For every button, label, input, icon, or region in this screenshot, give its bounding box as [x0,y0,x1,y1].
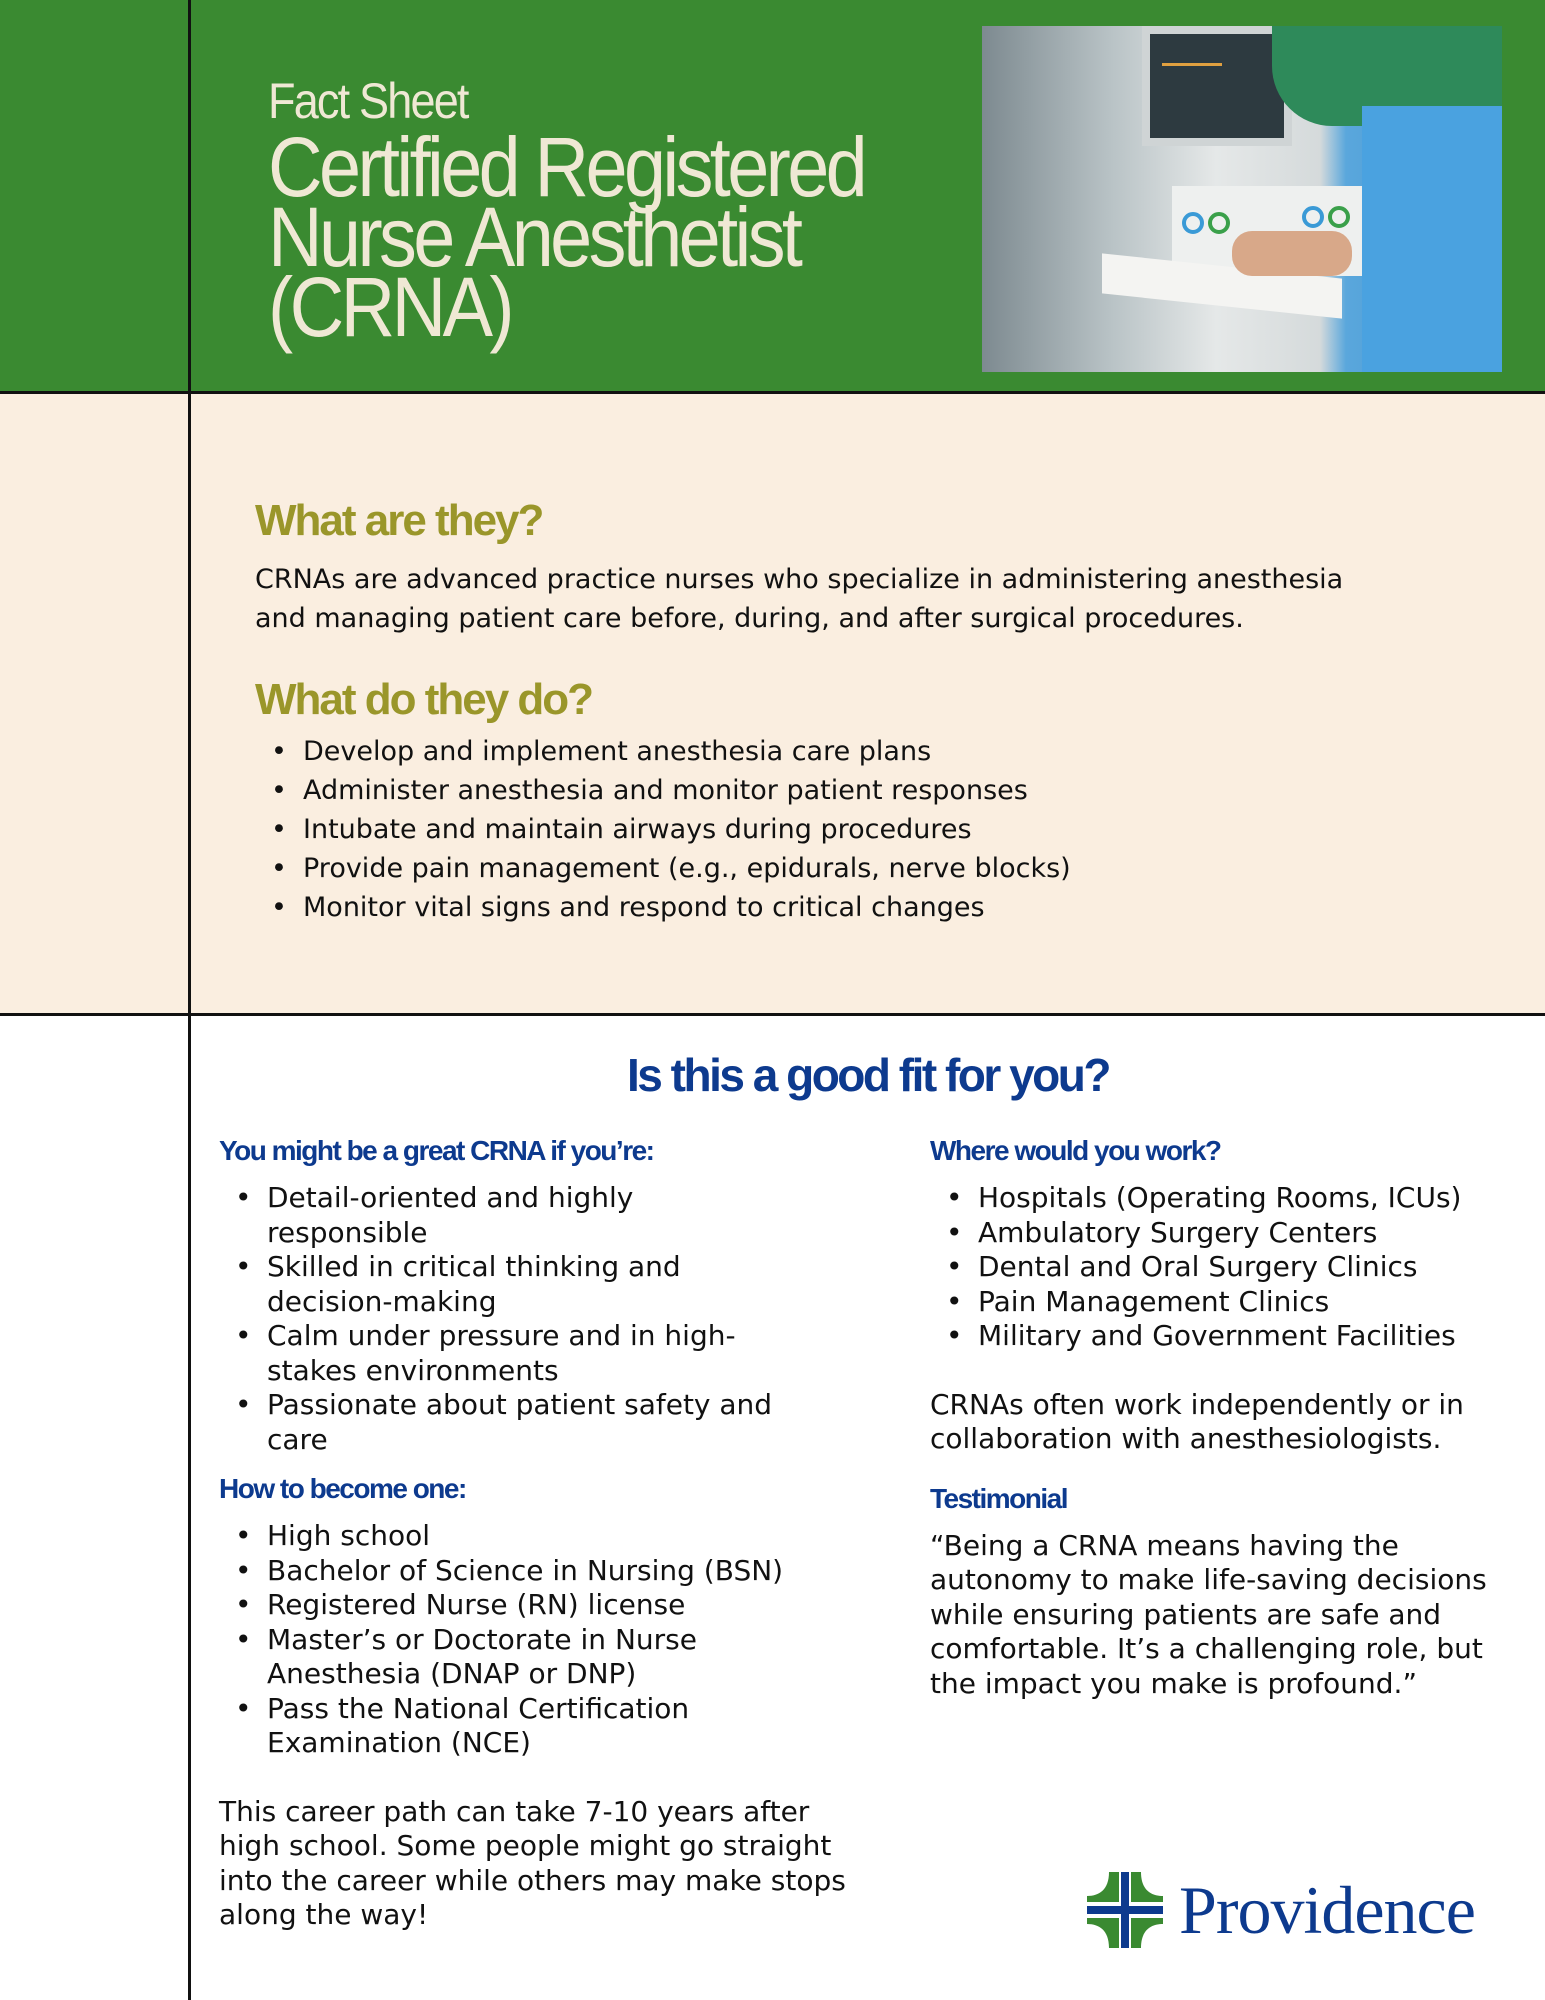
subheading: Where would you work? [930,1135,1221,1166]
title-line: Nurse Anesthetist [268,190,800,284]
text-line: • High school [267,1519,431,1552]
what-description [255,560,1343,638]
work-note [930,1388,1490,1457]
list-item: • Ambulatory Surgery Centers [930,1216,1490,1251]
list-item: • Monitor vital signs and respond to critical changes [255,888,1071,927]
list-item: • Provide pain management (e.g., epidurals, nerve blocks) [255,849,1071,888]
fit-heading-wrap [191,1048,1545,1102]
text-line: • Bachelor of Science in Nursing (BSN) [267,1553,784,1587]
fit-heading: Is this a good fit for you? [627,1049,1109,1101]
text-line: • Master’s or Doctorate in Nurse [267,1622,697,1656]
section-heading: What are they? [255,496,543,545]
text-line: autonomy to make life-saving decisions [930,1563,1487,1596]
text-line: responsible [267,1215,428,1249]
logo-text: Providence [1179,1872,1475,1948]
divider-vertical [188,0,191,2000]
title-line: (CRNA) [268,260,511,354]
list-item: • Dental and Oral Surgery Clinics [930,1250,1490,1285]
steps-list [219,1519,869,1761]
cross-icon [1087,1872,1163,1948]
subheading: You might be a great CRNA if you’re: [219,1135,654,1166]
text-line: “Being a CRNA means having the [930,1528,1399,1562]
text-line: stakes environments [267,1353,559,1387]
text-line: along the way! [219,1898,429,1931]
providence-logo [1087,1872,1487,1950]
subheading: How to become one: [219,1473,466,1504]
text-line: care [267,1422,328,1456]
list-item [219,1519,869,1554]
text-line: CRNAs are advanced practice nurses who specialize in administering anesthesia [255,564,1344,595]
text-line: This career path can take 7-10 years after [219,1794,810,1828]
list-item [219,1692,869,1761]
list-item: • Military and Government Facilities [930,1319,1490,1354]
left-column [219,1135,869,1933]
text-line: and managing patient care before, during, and after surgical procedures. [255,603,1244,634]
text-line: decision-making [267,1284,497,1318]
testimonial-quote [930,1529,1490,1702]
list-item: • Intubate and maintain airways during procedures [255,810,1071,849]
text-line: • Calm under pressure and in high- [267,1319,736,1352]
list-item [219,1623,869,1692]
right-column [930,1135,1490,1701]
list-item: • Administer anesthesia and monitor patient responses [255,771,1071,810]
text-line: • Detail-oriented and highly [267,1181,634,1214]
traits-list [219,1181,869,1457]
list-item [219,1250,869,1319]
text-line: collaboration with anesthesiologists. [930,1422,1442,1455]
text-line: • Skilled in critical thinking and [267,1250,681,1283]
list-item [219,1181,869,1250]
text-line: comfortable. It’s a challenging role, but [930,1632,1483,1665]
list-item: • Pain Management Clinics [930,1285,1490,1320]
text-line: the impact you make is profound.” [930,1666,1417,1700]
title-line: Certified Registered [268,120,865,214]
duties-list [255,732,1071,927]
list-item [219,1388,869,1457]
workplaces-list [930,1181,1490,1354]
divider [0,391,1545,394]
list-item: • Develop and implement anesthesia care plans [255,732,1071,771]
nurse-photo [982,26,1502,372]
subheading: Testimonial [930,1482,1068,1514]
list-item: • Hospitals (Operating Rooms, ICUs) [930,1181,1490,1216]
text-line: while ensuring patients are safe and [930,1597,1442,1631]
list-item [219,1319,869,1388]
section-heading: What do they do? [255,675,593,724]
divider [0,1013,1545,1016]
career-path-note [219,1795,869,1933]
text-line: into the career while others may make stops [219,1863,846,1897]
text-line: • Pass the National Certification [267,1691,690,1725]
text-line: • Passionate about patient safety and [267,1388,773,1421]
list-item [219,1554,869,1589]
text-line: • Registered Nurse (RN) license [267,1588,686,1621]
text-line: high school. Some people might go straight [219,1829,832,1862]
text-line: Anesthesia (DNAP or DNP) [267,1657,637,1690]
page-title [268,120,865,354]
kicker: Fact Sheet [268,73,468,129]
text-line: Examination (NCE) [267,1726,531,1759]
list-item [219,1588,869,1623]
text-line: CRNAs often work independently or in [930,1387,1464,1421]
